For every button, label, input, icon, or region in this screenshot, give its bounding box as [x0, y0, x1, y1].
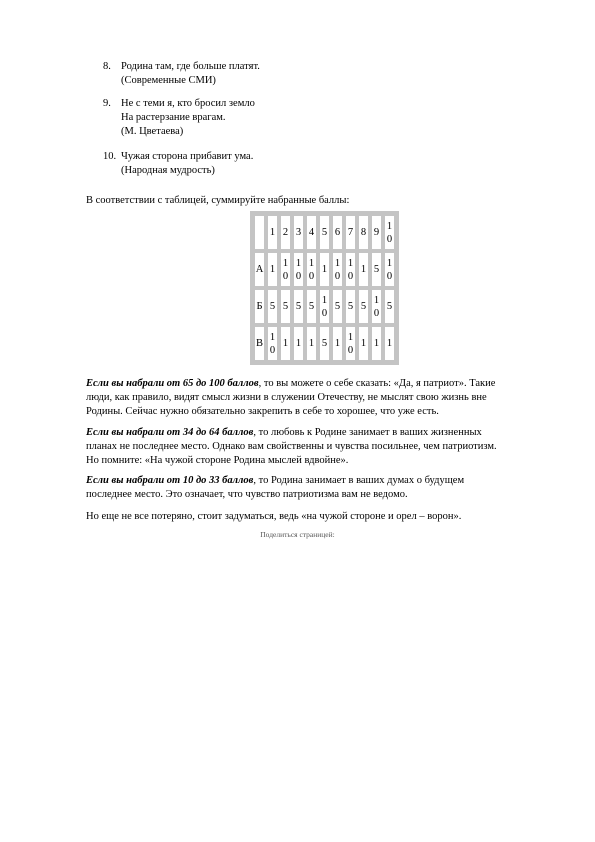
cell-text: 1 [360, 338, 367, 349]
cell-text: 1 [321, 264, 328, 275]
cell-text: 1 [295, 338, 302, 349]
table-cell [383, 214, 396, 251]
cell-text: 5 [321, 227, 328, 238]
table-cell [344, 251, 357, 288]
cell-text: 5 [295, 301, 302, 312]
table-row-label [253, 251, 266, 288]
table-cell [357, 325, 370, 362]
table-cell [305, 251, 318, 288]
quote-number: 10. [103, 151, 117, 162]
result-text: Но помните: «На чужой стороне Родина мыслей вдвойне». [86, 455, 349, 466]
cell-text: 1 [360, 264, 367, 275]
quote-8 [103, 60, 403, 88]
table-cell [357, 288, 370, 325]
cell-text: Б [256, 301, 263, 312]
quote-line: Не с теми я, кто бросил земло [121, 98, 255, 109]
table-cell [279, 288, 292, 325]
quote-line: Родина там, где больше платят. [121, 61, 260, 72]
cell-text: 0 [386, 270, 393, 282]
table-cell [305, 214, 318, 251]
table-cell [331, 214, 344, 251]
cell-text: 7 [347, 227, 354, 238]
cell-text: 3 [295, 227, 302, 238]
cell-text: 8 [360, 227, 367, 238]
result-lead: Если вы набрали от 34 до 64 баллов [86, 427, 254, 438]
table-cell [266, 251, 279, 288]
cell-text: 5 [373, 264, 380, 275]
result-text: , то любовь к Родине занимает в ваших жизненных [253, 427, 482, 438]
table-cell [331, 288, 344, 325]
table-cell [344, 325, 357, 362]
result-text: Родины. Сейчас нужно обязательно закрепить в себе то хорошее, что уже есть. [86, 406, 439, 417]
result-text: планах не последнее место. Однако вам свойственны и чувства посильнее, чем патриотизм. [86, 441, 497, 452]
cell-text: 5 [360, 301, 367, 312]
cell-text: 1 [282, 257, 289, 269]
cell-text: 9 [373, 227, 380, 238]
table-cell [266, 325, 279, 362]
table-cell [344, 214, 357, 251]
cell-text: 0 [334, 270, 341, 282]
quote-10 [103, 150, 403, 178]
table-cell [305, 325, 318, 362]
table-cell [305, 288, 318, 325]
cell-text: 1 [282, 338, 289, 349]
table-cell [344, 288, 357, 325]
table-cell [331, 251, 344, 288]
cell-text: 0 [386, 233, 393, 245]
cell-text: 5 [334, 301, 341, 312]
cell-text: 5 [386, 301, 393, 312]
score-table [250, 211, 399, 365]
cell-text: 1 [386, 257, 393, 269]
table-cell [331, 325, 344, 362]
result-text: , то вы можете о себе сказать: «Да, я патриот». Такие [258, 378, 496, 389]
table-row-label [253, 288, 266, 325]
result-high [86, 377, 516, 419]
cell-text: 0 [269, 344, 276, 356]
table-cell [279, 214, 292, 251]
cell-text: 1 [295, 257, 302, 269]
cell-text: 1 [347, 331, 354, 343]
cell-text: 1 [334, 257, 341, 269]
table-row [253, 288, 396, 325]
table-header-row [253, 214, 396, 251]
quote-9 [103, 97, 403, 139]
cell-text: 0 [295, 270, 302, 282]
table-cell [279, 325, 292, 362]
table-cell [318, 251, 331, 288]
table-cell [266, 288, 279, 325]
cell-text: 1 [269, 227, 276, 238]
cell-text: 6 [334, 227, 341, 238]
table-intro: В соответствии с таблицей, суммируйте набранные баллы: [86, 195, 350, 206]
cell-text: 0 [347, 270, 354, 282]
table-cell [318, 325, 331, 362]
cell-text: 1 [373, 294, 380, 306]
quote-source: (М. Цветаева) [121, 126, 184, 137]
table-cell [370, 288, 383, 325]
cell-text: 1 [334, 338, 341, 349]
result-text: , то Родина занимает в ваших думах о будущем [253, 475, 465, 486]
table-cell [292, 251, 305, 288]
table-cell [370, 214, 383, 251]
table-cell [357, 251, 370, 288]
table-cell [318, 288, 331, 325]
cell-text: 0 [347, 344, 354, 356]
cell-text: 5 [321, 338, 328, 349]
cell-text: 5 [308, 301, 315, 312]
cell-text: 1 [308, 257, 315, 269]
quote-line: Чужая сторона прибавит ума. [121, 151, 254, 162]
table-cell [318, 214, 331, 251]
cell-text: 1 [373, 338, 380, 349]
quote-source: (Народная мудрость) [121, 165, 215, 176]
cell-text: 1 [269, 264, 276, 275]
cell-text: 5 [347, 301, 354, 312]
result-low [86, 474, 516, 502]
table-cell [357, 214, 370, 251]
cell-text: 1 [269, 331, 276, 343]
cell-text: 1 [321, 294, 328, 306]
cell-text: 0 [308, 270, 315, 282]
table-cell [383, 288, 396, 325]
cell-text: 0 [373, 307, 380, 319]
table-cell [266, 214, 279, 251]
table-row [253, 251, 396, 288]
cell-text: 1 [347, 257, 354, 269]
table-cell [279, 251, 292, 288]
cell-text: 1 [308, 338, 315, 349]
table-cell [383, 325, 396, 362]
table-cell [370, 251, 383, 288]
share-label: Поделиться страницей: [260, 530, 335, 539]
cell-text: В [255, 338, 263, 349]
result-mid [86, 426, 516, 468]
quote-line: На растерзание врагам. [121, 112, 226, 123]
cell-text: 2 [282, 227, 289, 238]
result-lead: Если вы набрали от 10 до 33 баллов [86, 475, 254, 486]
cell-text: 1 [386, 338, 393, 349]
table-cell [292, 214, 305, 251]
cell-text: 0 [321, 307, 328, 319]
cell-text: 5 [269, 301, 276, 312]
cell-text: А [255, 264, 264, 275]
table-row [253, 325, 396, 362]
table-cell [370, 325, 383, 362]
closing-text: Но еще не все потеряно, стоит задуматься, ведь «на чужой стороне и орел – ворон». [86, 511, 462, 522]
quote-number: 8. [103, 61, 111, 72]
cell-text: 1 [386, 220, 393, 232]
table-row-label [253, 325, 266, 362]
cell-text: 4 [308, 227, 315, 238]
quote-number: 9. [103, 98, 111, 109]
result-text: люди, как правило, видят смысл жизни в служении Отечеству, не мыслят свою жизнь вне [86, 392, 487, 403]
table-cell [292, 325, 305, 362]
table-cell [383, 251, 396, 288]
result-text: последнее место. Это означает, что чувство патриотизма вам не ведомо. [86, 489, 408, 500]
table-cell [292, 288, 305, 325]
cell-text: 5 [282, 301, 289, 312]
quote-source: (Современные СМИ) [121, 75, 216, 86]
cell-text: 0 [282, 270, 289, 282]
result-lead: Если вы набрали от 65 до 100 баллов [86, 378, 259, 389]
table-row-label [253, 214, 266, 251]
